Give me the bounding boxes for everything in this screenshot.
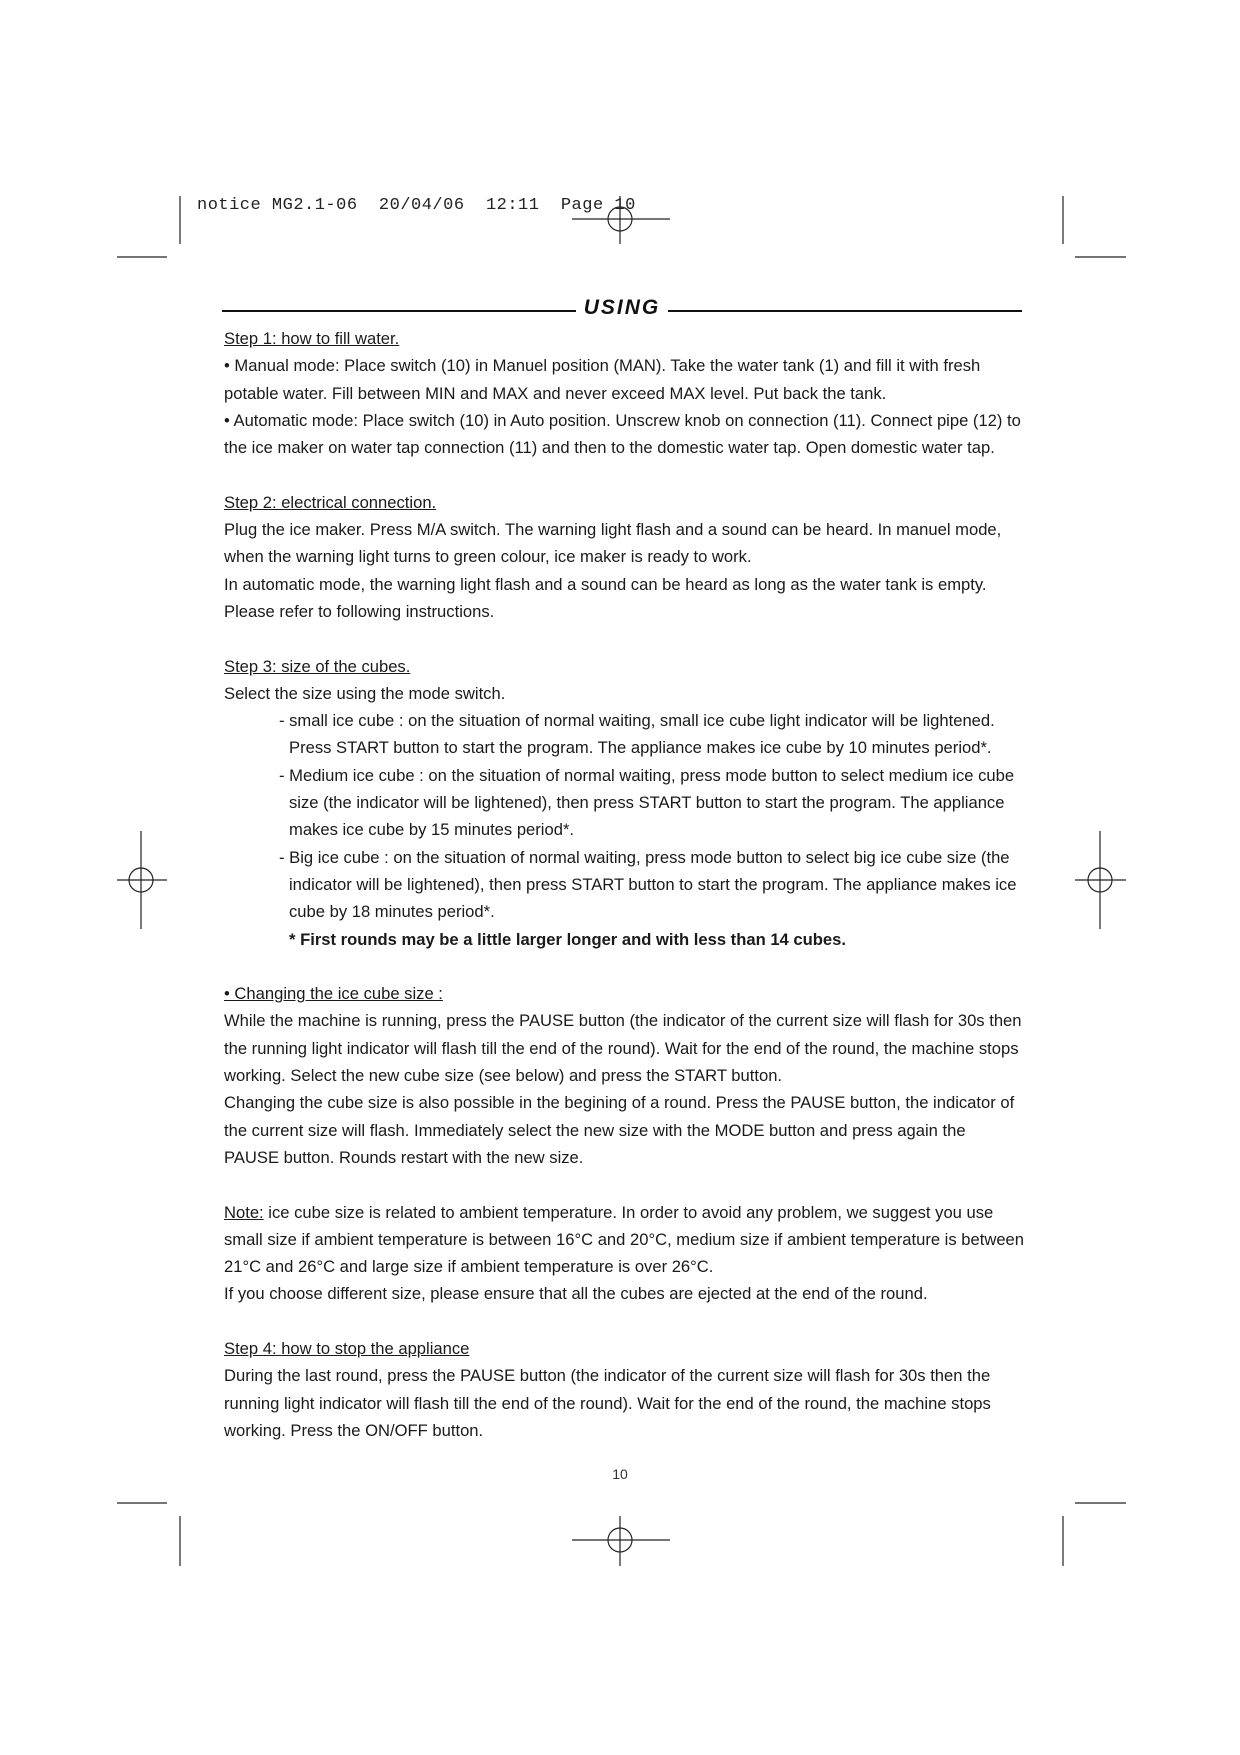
heading-rule-right — [668, 310, 1022, 312]
page-number: 10 — [612, 1466, 628, 1482]
list-item: - Big ice cube : on the situation of normal waiting, press mode button to select big ice cube size (the indicator will be lightened), then press START button to start the program. The appliance makes ice cube by 18 minutes period*. — [279, 847, 1017, 922]
note-text: ice cube size is related to ambient temperature. In order to avoid any problem, we suggest you use small size if ambient temperature is between 16°C and 20°C, medium size if ambient temperature is between 21°C and 26°C and large size if ambient temperature is over 26°C. — [224, 1202, 1025, 1277]
registration-mark-right — [1075, 831, 1126, 929]
step1-manual: • Manual mode: Place switch (10) in Manuel position (MAN). Take the water tank (1) and fill it with fresh potable water. Fill between MIN and MAX and never exceed MAX level. Put back the tank. — [224, 356, 981, 403]
step2-paragraph-2: In automatic mode, the warning light flash and a sound can be heard as long as the water tank is empty. Please refer to following instructions. — [224, 574, 987, 621]
changing-paragraph-1: While the machine is running, press the PAUSE button (the indicator of the current size will flash for 30s then the running light indicator will flash till the end of the round). Wait for the end of the round, the machine stops working. Select the new cube size (see below) and press the START button. — [224, 1011, 1022, 1086]
section-heading — [222, 296, 1022, 326]
step4-paragraph: During the last round, press the PAUSE button (the indicator of the current size will flash for 30s then the running light indicator will flash till the end of the round). Wait for the end of the round, the machine stops working. Press the ON/OFF button. — [224, 1366, 991, 1440]
list-item: - Medium ice cube : on the situation of normal waiting, press mode button to select medium ice cube size (the indicator will be lightened), then press START button to start the program. The appliance makes ice cube by 15 minutes period*. — [279, 765, 1015, 840]
registration-mark-bottom — [572, 1516, 670, 1566]
note-paragraph-2: If you choose different size, please ensure that all the cubes are ejected at the end of the round. — [224, 1284, 928, 1304]
note-label: Note: — [224, 1202, 264, 1222]
step3-intro: Select the size using the mode switch. — [224, 683, 506, 703]
changing-size-title: • Changing the ice cube size : — [224, 984, 443, 1004]
document-body — [224, 325, 1024, 1444]
step3-note: * First rounds may be a little larger longer and with less than 14 cubes. — [289, 929, 846, 949]
step1-title: Step 1: how to fill water. — [224, 329, 400, 348]
step2-paragraph-1: Plug the ice maker. Press M/A switch. The warning light flash and a sound can be heard. In manuel mode, when the warning light turns to green colour, ice maker is ready to work. — [224, 520, 1002, 567]
step1-automatic: • Automatic mode: Place switch (10) in Auto position. Unscrew knob on connection (11). Connect pipe (12) to the ice maker on water tap connection (11) and then to the domestic water tap. Open domestic water tap. — [224, 410, 1021, 458]
step4-title: Step 4: how to stop the appliance — [224, 1338, 470, 1358]
changing-paragraph-2: Changing the cube size is also possible in the begining of a round. Press the PAUSE button, the indicator of the current size will flash. Immediately select the new size with the MODE button and press again the PAUSE button. Rounds restart with the new size. — [224, 1093, 1015, 1167]
step3-title: Step 3: size of the cubes. — [224, 656, 411, 676]
print-slug: notice MG2.1-06 20/04/06 12:11 Page 10 — [197, 196, 636, 215]
note-paragraph — [224, 1199, 1024, 1281]
registration-mark-left — [117, 831, 167, 929]
page-title: USING — [583, 296, 661, 319]
list-item: - small ice cube : on the situation of normal waiting, small ice cube light indicator will be lightened. Press START button to start the program. The appliance makes ice cube by 10 minutes period*. — [279, 711, 995, 758]
step2-title: Step 2: electrical connection. — [224, 492, 437, 512]
heading-rule-left — [222, 310, 576, 312]
